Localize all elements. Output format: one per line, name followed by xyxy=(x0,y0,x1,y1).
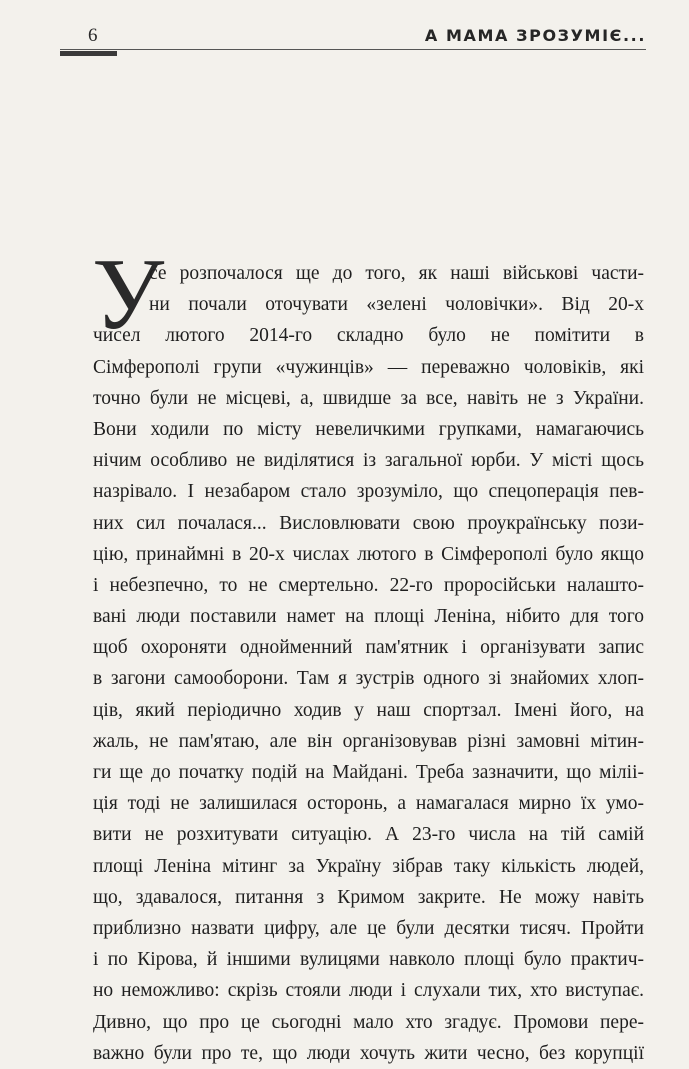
text-line: і небезпечно, то не смертельно. 22-го проросійськи налашто- xyxy=(93,574,644,596)
body-text xyxy=(93,258,644,1069)
text-line: в загони самооборони. Там я зустрів одного зі знайомих хлоп- xyxy=(93,668,644,690)
text-line: назрівало. І незабаром стало зрозуміло, що спецоперація пев- xyxy=(93,481,644,503)
text-line: вані люди поставили намет на площі Леніна, нібито для того xyxy=(93,606,644,628)
text-line: цію, принаймні в 20-х числах лютого в Сімферополі було якщо xyxy=(93,543,644,565)
text-line: Вони ходили по місту невеличкими групками, намагаючись xyxy=(93,418,644,440)
text-line: вити не розхитувати ситуацію. А 23-го числа на тій самій xyxy=(93,824,644,846)
text-line: но неможливо: скрізь стояли люди і слухали тих, хто виступає. xyxy=(93,980,644,1002)
text-line: приблизно назвати цифру, але це були десятки тисяч. Пройти xyxy=(93,917,644,939)
text-line: чисел лютого 2014-го складно було не помітити в xyxy=(93,325,644,347)
header-accent-bar xyxy=(60,51,117,56)
text-line: ни почали оточувати «зелені чоловічки». Від 20-х xyxy=(149,294,644,316)
text-line: що, здавалося, питання з Кримом закрите. Не можу навіть xyxy=(93,886,644,908)
page-header xyxy=(60,24,646,48)
text-line: Дивно, що про це сьогодні мало хто згадує. Промови пере- xyxy=(93,1011,644,1033)
text-line: ги ще до початку подій на Майдані. Треба зазначити, що міліі- xyxy=(93,762,644,783)
running-title: А МАМА ЗРОЗУМІЄ... xyxy=(424,26,646,45)
text-line: Сімферополі групи «чужинців» — переважно чоловіків, які xyxy=(93,356,644,378)
text-line: жаль, не пам'ятаю, але він організовував різні замовні мітин- xyxy=(93,730,644,752)
text-line: точно були не місцеві, а, швидше за все, навіть не з України. xyxy=(93,387,644,409)
text-line: ція тоді не залишилася осторонь, а намагалася мирно їх умо- xyxy=(93,793,644,815)
text-line: ців, який періодично ходив у наш спортзал. Імені його, на xyxy=(93,699,644,721)
header-rule xyxy=(60,49,646,50)
text-line: нічим особливо не виділятися із загальної юрби. У місті щось xyxy=(93,450,644,472)
text-line: щоб охороняти однойменний пам'ятник і організувати запис xyxy=(93,637,644,659)
text-line: площі Леніна мітинг за Україну зібрав таку кількість людей, xyxy=(93,855,644,877)
text-line: важно були про те, що люди хочуть жити чесно, без корупції xyxy=(93,1042,644,1064)
text-line: них сил почалася... Висловлювати свою проукраїнську пози- xyxy=(93,512,644,534)
text-line: се розпочалося ще до того, як наші військові части- xyxy=(149,263,644,284)
dropcap-letter: У xyxy=(92,238,165,351)
page-number: 6 xyxy=(88,25,98,46)
text-line: і по Кірова, й іншими вулицями навколо площі було практич- xyxy=(93,949,644,971)
